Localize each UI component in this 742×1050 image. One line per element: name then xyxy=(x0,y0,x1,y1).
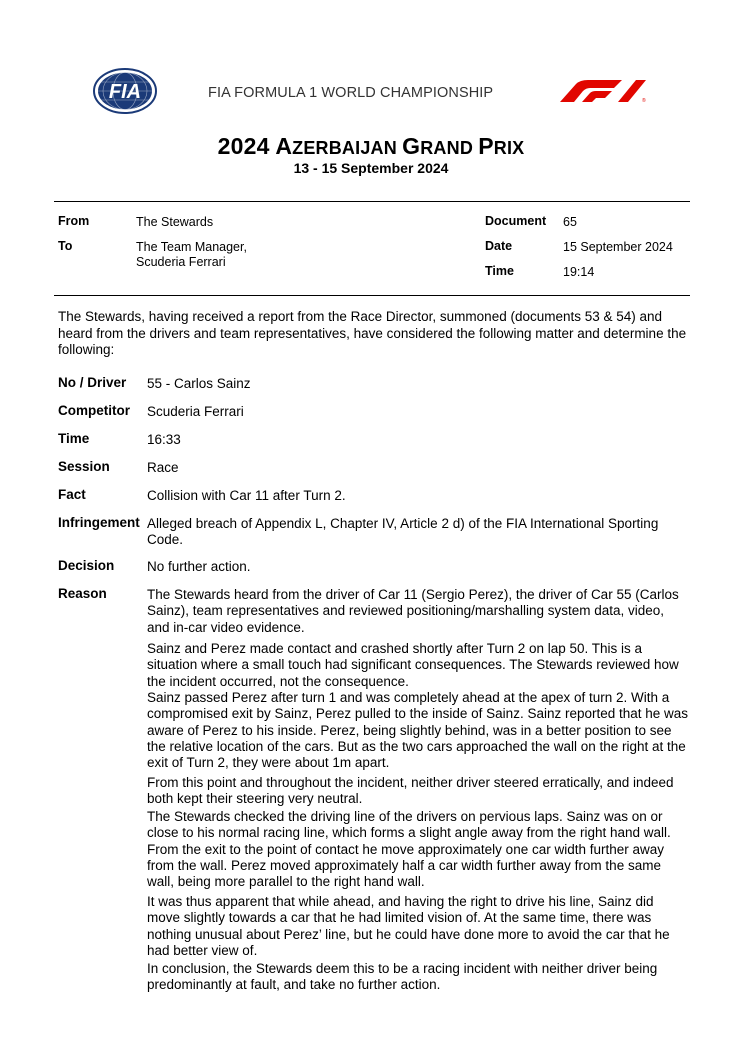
reason-paragraph: It was thus apparent that while ahead, and having the right to drive his line, Sainz did move slightly towards a car that he had limited vision of. At the same time, there was nothing unusual about Perez’ line, but he could have done more to avoid the car that he had better view of. xyxy=(147,894,670,958)
to-label: To xyxy=(58,239,73,253)
time-label: Time xyxy=(485,264,514,278)
fia-logo xyxy=(93,68,157,114)
reason-label: Reason xyxy=(58,586,107,601)
to-value: The Team Manager, Scuderia Ferrari xyxy=(136,240,247,269)
reason-paragraph: Sainz and Perez made contact and crashed shortly after Turn 2 on lap 50. This is a situation where a small touch had significant consequences. The Stewards reviewed how the incident occurred, not the consequence. xyxy=(147,641,679,689)
reason-paragraph: The Stewards heard from the driver of Car 11 (Sergio Perez), the driver of Car 55 (Carlos Sainz), team representatives and reviewed positioning/marshalling system data, video, and in-car video evidence. xyxy=(147,587,679,635)
document-number: 65 xyxy=(563,215,577,229)
incident-time-label: Time xyxy=(58,431,90,446)
infringement-label: Infringement xyxy=(58,515,140,530)
document-label: Document xyxy=(485,214,547,228)
fact-label: Fact xyxy=(58,487,86,502)
decision-value: No further action. xyxy=(147,559,251,574)
from-value: The Stewards xyxy=(136,215,214,229)
date-label: Date xyxy=(485,239,513,253)
reason-paragraph: The Stewards checked the driving line of the drivers on pervious laps. Sainz was on or close to his normal racing line, which forms a slight angle away from the right hand wall. From the exit to the point of contact he move approximately one car width further away from the wall. Perez moved approximately half a car width further away from the same wall, being more parallel to the right hand wall. xyxy=(147,809,671,890)
f1-logo xyxy=(556,78,648,104)
intro-paragraph: The Stewards, having received a report from the Race Director, summoned (documents 53 & 54) and heard from the drivers and team representatives, have considered the following matter and determine the following: xyxy=(58,309,687,357)
top-divider xyxy=(54,201,690,202)
infringement-value: Alleged breach of Appendix L, Chapter IV, Article 2 d) of the FIA International Sporting Code. xyxy=(147,516,659,548)
svg-text:®: ® xyxy=(642,98,646,104)
driver-label: No / Driver xyxy=(58,375,127,390)
session-value: Race xyxy=(147,460,179,475)
reason-paragraph: In conclusion, the Stewards deem this to be a racing incident with neither driver being predominantly at fault, and take no further action. xyxy=(147,961,658,993)
reason-paragraph: From this point and throughout the incident, neither driver steered erratically, and indeed both kept their steering very neutral. xyxy=(147,775,674,807)
time-value: 19:14 xyxy=(563,265,595,279)
incident-time-value: 16:33 xyxy=(147,432,181,447)
svg-text:FIA: FIA xyxy=(108,81,142,103)
competitor-label: Competitor xyxy=(58,403,130,418)
championship-name: FIA FORMULA 1 WORLD CHAMPIONSHIP xyxy=(208,85,494,101)
event-title: 2024 AZERBAIJAN GRAND PRIX xyxy=(217,133,525,159)
competitor-value: Scuderia Ferrari xyxy=(147,404,244,419)
bottom-divider xyxy=(54,295,690,296)
session-label: Session xyxy=(58,459,110,474)
reason-paragraph: Sainz passed Perez after turn 1 and was completely ahead at the apex of turn 2. With a compromised exit by Sainz, Perez pulled to the inside of Sainz. Sainz reported that he was aware of Perez to his inside. Perez, being slightly behind, was in a better position to see the relative location of the cars. But as the two cars approached the wall on the right at the exit of Turn 2, they were about 1m apart. xyxy=(147,690,689,771)
decision-label: Decision xyxy=(58,558,115,573)
fact-value: Collision with Car 11 after Turn 2. xyxy=(147,488,346,503)
from-label: From xyxy=(58,214,90,228)
driver-value: 55 - Carlos Sainz xyxy=(147,376,251,391)
date-value: 15 September 2024 xyxy=(563,240,673,254)
event-dates: 13 - 15 September 2024 xyxy=(293,160,449,176)
